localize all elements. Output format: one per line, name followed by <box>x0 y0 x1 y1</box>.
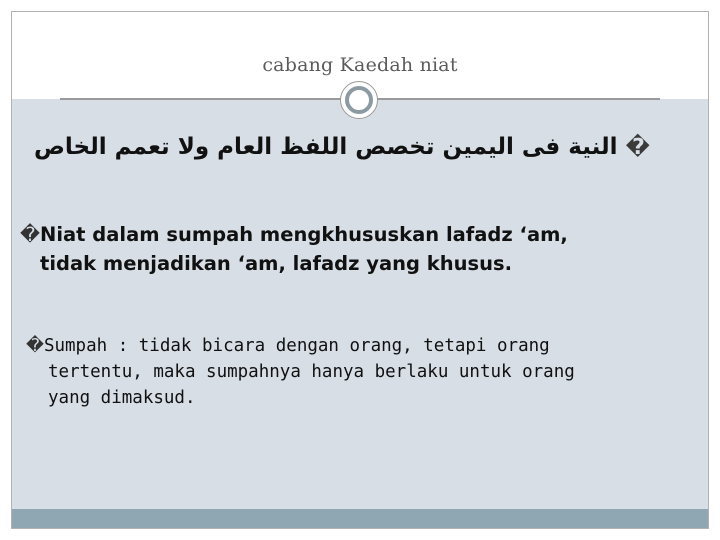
paragraph-sumpah-line-3: yang dimaksud. <box>48 388 196 408</box>
bullet-icon: � <box>20 223 40 246</box>
slide-title: cabang Kaedah niat <box>262 54 458 76</box>
paragraph-niat-text-1: Niat dalam sumpah mengkhususkan lafadz ‘am, <box>40 223 568 246</box>
paragraph-niat-line-2: tidak menjadikan ‘am, lafadz yang khusus. <box>40 252 512 275</box>
arabic-text: النية فى اليمين تخصص اللفظ العام ولا تعمم الخاص <box>33 134 618 160</box>
bullet-icon: � <box>26 336 44 356</box>
paragraph-niat <box>20 220 710 278</box>
circle-ornament-inner <box>345 86 373 114</box>
circle-ornament-icon <box>340 81 378 119</box>
paragraph-sumpah-text-1: Sumpah : tidak bicara dengan orang, tetapi orang <box>43 336 550 356</box>
paragraph-niat-line-1 <box>20 220 710 249</box>
paragraph-sumpah-line-1 <box>26 333 716 359</box>
paragraph-sumpah-line-2: tertentu, maka sumpahnya hanya berlaku untuk orang <box>48 362 575 382</box>
paragraph-sumpah <box>26 333 716 411</box>
bullet-icon: � <box>625 135 650 160</box>
arabic-line <box>34 134 650 160</box>
